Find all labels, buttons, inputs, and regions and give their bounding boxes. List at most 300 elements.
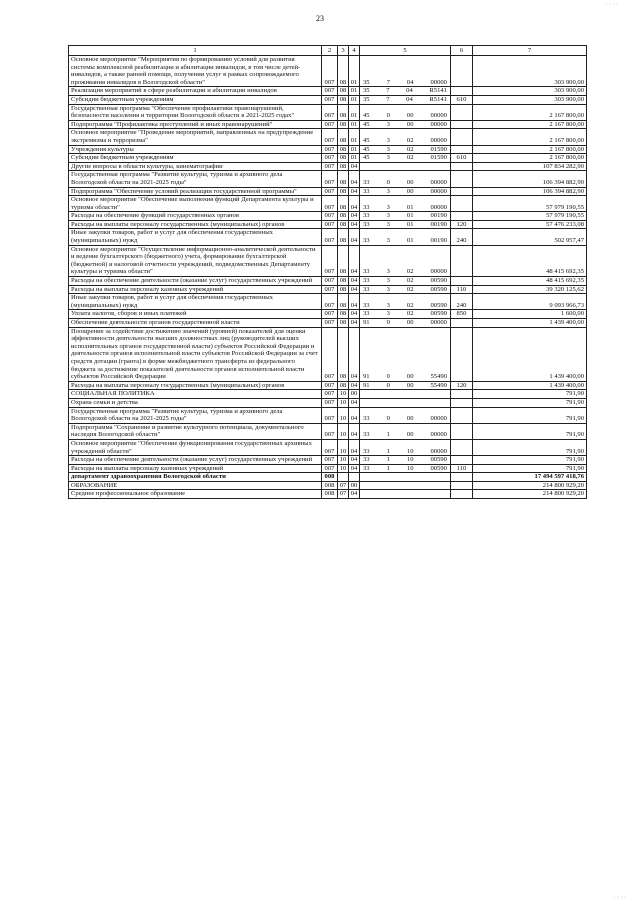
row-name-cell: Расходы на выплаты персоналу государственных (муниципальных) органов xyxy=(69,220,322,229)
row-section-cell: 07 xyxy=(338,490,349,499)
row-target-cell xyxy=(360,390,451,399)
target-code-part: 45 xyxy=(363,154,370,162)
target-code-part: 35 xyxy=(363,95,370,103)
row-subsection-cell xyxy=(349,473,360,482)
row-expense-type-cell: 610 xyxy=(451,154,473,163)
row-target-cell xyxy=(360,319,451,328)
row-section-cell: 08 xyxy=(338,196,349,212)
table-row xyxy=(69,423,587,439)
row-target-cell xyxy=(360,327,451,381)
row-expense-type-cell xyxy=(451,145,473,154)
target-code-part: 02 xyxy=(406,268,414,276)
target-code-part: 33 xyxy=(363,178,370,186)
target-code-part: 91 xyxy=(363,319,370,326)
table-row xyxy=(69,229,587,245)
table-row xyxy=(69,473,587,482)
row-sum-cell: 791,90 xyxy=(473,439,587,455)
row-section-cell: 08 xyxy=(338,212,349,221)
target-code-part: 33 xyxy=(363,203,370,211)
target-code-part: 7 xyxy=(386,95,390,103)
row-section-cell: 08 xyxy=(338,95,349,104)
target-code-part: 33 xyxy=(363,447,370,455)
target-code-part: 04 xyxy=(406,87,413,95)
row-subsection-cell: 04 xyxy=(349,220,360,229)
target-code-part: 3 xyxy=(386,277,390,285)
row-subsection-cell: 01 xyxy=(349,129,360,145)
row-name-cell: департамент здравоохранения Вологодской области xyxy=(69,473,322,482)
header-cell: 7 xyxy=(473,46,587,56)
row-target-cell xyxy=(360,464,451,473)
row-name-cell: Другие вопросы в области культуры, кинематографии xyxy=(69,162,322,171)
row-name-cell: Государственная программа "Развитие культуры, туризма и архивного дела Вологодской области на 2021-2025 годы" xyxy=(69,407,322,423)
row-expense-type-cell xyxy=(451,162,473,171)
row-sum-cell: 2 167 800,00 xyxy=(473,145,587,154)
row-name-cell: Основное мероприятие "Обеспечение функционирования государственных архивных учреждений области" xyxy=(69,439,322,455)
target-code-part: 00590 xyxy=(430,277,447,285)
row-code-cell: 008 xyxy=(322,473,338,482)
row-target-cell xyxy=(360,407,451,423)
row-subsection-cell: 04 xyxy=(349,439,360,455)
row-subsection-cell: 01 xyxy=(349,145,360,154)
row-sum-cell: 303 900,00 xyxy=(473,95,587,104)
row-code-cell: 007 xyxy=(322,129,338,145)
table-row xyxy=(69,120,587,129)
row-name-cell: Основное мероприятие "Мероприятия по формированию условий для развития системы комплексной реабилитации и абилитации инвалидов, в том числе детей-инвалидов, а также ранней помощи, получении услуг в рамках сопровождаемого проживания инвалидов в Вологодской области" xyxy=(69,56,322,87)
row-expense-type-cell xyxy=(451,439,473,455)
target-code-part: 00 xyxy=(406,187,414,195)
row-expense-type-cell: 240 xyxy=(451,294,473,310)
row-section-cell: 08 xyxy=(338,310,349,319)
row-section-cell: 08 xyxy=(338,171,349,187)
target-code-part: 3 xyxy=(386,268,390,276)
row-expense-type-cell xyxy=(451,129,473,145)
target-code-part: 91 xyxy=(363,373,370,381)
row-section-cell: 10 xyxy=(338,456,349,465)
page-number: 23 xyxy=(316,14,324,23)
row-sum-cell: 57 476 233,08 xyxy=(473,220,587,229)
row-section-cell: 10 xyxy=(338,464,349,473)
row-code-cell: 007 xyxy=(322,439,338,455)
target-code-part: 45 xyxy=(363,145,370,153)
row-target-cell xyxy=(360,212,451,221)
row-code-cell: 007 xyxy=(322,277,338,286)
row-expense-type-cell xyxy=(451,87,473,96)
target-article-code xyxy=(360,96,450,104)
row-name-cell: Расходы на обеспечение функций государственных органов xyxy=(69,212,322,221)
row-name-cell: Учреждения культуры xyxy=(69,145,322,154)
row-code-cell: 007 xyxy=(322,220,338,229)
target-code-part: 33 xyxy=(363,301,370,309)
row-sum-cell: 791,90 xyxy=(473,423,587,439)
row-code-cell: 008 xyxy=(322,490,338,499)
row-expense-type-cell xyxy=(451,423,473,439)
target-code-part: 0 xyxy=(386,415,390,423)
target-article-code xyxy=(360,112,450,120)
table-row xyxy=(69,212,587,221)
target-code-part: 1 xyxy=(386,447,390,455)
row-sum-cell: 791,90 xyxy=(473,398,587,407)
target-code-part: 3 xyxy=(386,310,390,318)
row-code-cell: 007 xyxy=(322,310,338,319)
row-section-cell: 08 xyxy=(338,56,349,87)
table-row xyxy=(69,381,587,390)
row-section-cell: 08 xyxy=(338,229,349,245)
target-article-code xyxy=(360,310,450,318)
row-name-cell: Поощрение за содействие достижению значений (уровней) показателей для оценки эффективности деятельности высших должностных лиц (руководителей высших исполнительных органов государственной власти) субъектов Российской Федерации и деятельности органов исполнительной власти субъектов Российской Федерации за счет средств дотации (гранта) в форме межбюджетного трансферта из федерального бюджета за достижение показателей деятельности органов исполнительной власти субъектов Российской Федерации xyxy=(69,327,322,381)
row-code-cell: 007 xyxy=(322,120,338,129)
row-code-cell: 007 xyxy=(322,390,338,399)
row-subsection-cell: 01 xyxy=(349,87,360,96)
row-code-cell: 007 xyxy=(322,171,338,187)
row-sum-cell: 791,90 xyxy=(473,407,587,423)
target-article-code xyxy=(360,431,450,439)
row-target-cell xyxy=(360,229,451,245)
target-article-code xyxy=(360,221,450,229)
target-article-code xyxy=(360,179,450,187)
header-cell: 5 xyxy=(360,46,451,56)
row-subsection-cell: 04 xyxy=(349,245,360,276)
row-subsection-cell: 04 xyxy=(349,162,360,171)
row-expense-type-cell xyxy=(451,277,473,286)
table-row xyxy=(69,407,587,423)
target-code-part: 01590 xyxy=(430,154,447,162)
row-subsection-cell: 04 xyxy=(349,490,360,499)
row-expense-type-cell: 110 xyxy=(451,285,473,294)
row-target-cell xyxy=(360,310,451,319)
row-expense-type-cell xyxy=(451,56,473,87)
row-name-cell: Подпрограмма "Обеспечение условий реализации государственной программы" xyxy=(69,187,322,196)
row-code-cell: 007 xyxy=(322,56,338,87)
target-code-part: 55490 xyxy=(430,381,447,389)
target-article-code xyxy=(360,382,450,390)
row-sum-cell: 303 900,00 xyxy=(473,87,587,96)
table-row xyxy=(69,464,587,473)
row-subsection-cell: 04 xyxy=(349,171,360,187)
target-code-part: 00000 xyxy=(430,447,447,455)
table-row xyxy=(69,490,587,499)
row-section-cell: 08 xyxy=(338,129,349,145)
target-article-code xyxy=(360,154,450,162)
target-code-part: 00000 xyxy=(430,136,447,144)
table-row xyxy=(69,456,587,465)
target-code-part: 0 xyxy=(386,381,390,389)
target-code-part: 00 xyxy=(406,431,414,439)
row-name-cell: Подпрограмма "Профилактика преступлений и иных правонарушений" xyxy=(69,120,322,129)
table-row xyxy=(69,439,587,455)
table-row xyxy=(69,162,587,171)
table-row xyxy=(69,56,587,87)
row-name-cell: Основное мероприятие "Осуществление информационно-аналитической деятельности и ведение бухгалтерского (бюджетного) учета, формирование бухгалтерской (бюджетной) и налоговой отчетности учреждений, подведомственных Департаменту культуры и туризма области" xyxy=(69,245,322,276)
budget-table xyxy=(68,45,587,499)
row-sum-cell: 39 320 125,62 xyxy=(473,285,587,294)
row-expense-type-cell: 120 xyxy=(451,381,473,390)
target-article-code xyxy=(360,415,450,423)
row-sum-cell: 106 394 882,90 xyxy=(473,171,587,187)
row-target-cell xyxy=(360,381,451,390)
target-code-part: 45 xyxy=(363,136,370,144)
row-target-cell xyxy=(360,423,451,439)
target-article-code xyxy=(360,146,450,154)
target-code-part: 00000 xyxy=(430,203,447,211)
row-name-cell: Подпрограмма "Сохранение и развитие культурного потенциала, документального наследия Вологодской области" xyxy=(69,423,322,439)
table-row xyxy=(69,220,587,229)
row-name-cell: ОБРАЗОВАНИЕ xyxy=(69,481,322,490)
row-section-cell: 08 xyxy=(338,104,349,120)
target-code-part: 00000 xyxy=(430,120,447,128)
target-code-part: 10 xyxy=(406,464,414,472)
row-expense-type-cell xyxy=(451,120,473,129)
row-subsection-cell: 01 xyxy=(349,104,360,120)
row-target-cell xyxy=(360,490,451,499)
row-expense-type-cell xyxy=(451,407,473,423)
target-code-part: 3 xyxy=(386,136,390,144)
target-code-part: 00000 xyxy=(430,178,447,186)
row-target-cell xyxy=(360,56,451,87)
target-code-part: 01590 xyxy=(430,145,447,153)
target-code-part: 3 xyxy=(386,220,390,228)
row-expense-type-cell xyxy=(451,187,473,196)
target-code-part: 00590 xyxy=(430,456,447,464)
row-section-cell: 08 xyxy=(338,294,349,310)
target-code-part: 01 xyxy=(406,237,414,245)
table-row xyxy=(69,187,587,196)
row-name-cell: Иные закупки товаров, работ и услуг для обеспечения государственных (муниципальных) нужд xyxy=(69,229,322,245)
row-subsection-cell: 04 xyxy=(349,398,360,407)
target-code-part: 02 xyxy=(406,310,414,318)
table-row xyxy=(69,294,587,310)
table-row xyxy=(69,390,587,399)
table-row xyxy=(69,129,587,145)
row-section-cell: 08 xyxy=(338,381,349,390)
target-code-part: 00 xyxy=(406,120,414,128)
row-code-cell: 007 xyxy=(322,319,338,328)
target-code-part: 10 xyxy=(406,447,414,455)
target-code-part: 02 xyxy=(406,154,414,162)
row-code-cell: 007 xyxy=(322,145,338,154)
row-sum-cell: 106 394 882,90 xyxy=(473,187,587,196)
row-subsection-cell: 04 xyxy=(349,310,360,319)
row-section-cell: 08 xyxy=(338,120,349,129)
table-row xyxy=(69,398,587,407)
row-code-cell: 007 xyxy=(322,456,338,465)
row-code-cell: 007 xyxy=(322,212,338,221)
row-sum-cell: 17 494 597 418,76 xyxy=(473,473,587,482)
row-subsection-cell: 01 xyxy=(349,56,360,87)
row-sum-cell: 791,90 xyxy=(473,464,587,473)
row-target-cell xyxy=(360,473,451,482)
row-sum-cell: 303 900,00 xyxy=(473,56,587,87)
row-code-cell: 007 xyxy=(322,245,338,276)
row-expense-type-cell xyxy=(451,171,473,187)
target-code-part: 02 xyxy=(406,285,414,293)
row-sum-cell: 1 439 400,00 xyxy=(473,319,587,328)
row-sum-cell: 107 834 282,90 xyxy=(473,162,587,171)
row-subsection-cell: 04 xyxy=(349,327,360,381)
row-code-cell: 007 xyxy=(322,294,338,310)
row-section-cell: 08 xyxy=(338,154,349,163)
row-section-cell: 08 xyxy=(338,277,349,286)
header-cell: 3 xyxy=(338,46,349,56)
row-name-cell: Уплата налогов, сборов и иных платежей xyxy=(69,310,322,319)
target-code-part: 00590 xyxy=(430,285,447,293)
row-subsection-cell: 04 xyxy=(349,407,360,423)
row-sum-cell: 791,90 xyxy=(473,456,587,465)
row-expense-type-cell xyxy=(451,212,473,221)
row-target-cell xyxy=(360,154,451,163)
target-article-code xyxy=(360,268,450,276)
target-code-part: 00000 xyxy=(430,78,447,86)
row-expense-type-cell xyxy=(451,456,473,465)
budget-table-container xyxy=(68,45,586,499)
row-expense-type-cell: 110 xyxy=(451,464,473,473)
target-code-part: 0 xyxy=(386,112,390,120)
scan-mark-top: · · · · xyxy=(605,2,618,8)
row-name-cell: Охрана семьи и детства xyxy=(69,398,322,407)
row-subsection-cell: 04 xyxy=(349,423,360,439)
row-target-cell xyxy=(360,162,451,171)
row-target-cell xyxy=(360,187,451,196)
target-code-part: 04 xyxy=(406,78,414,86)
target-code-part: R5141 xyxy=(429,95,447,103)
row-expense-type-cell xyxy=(451,473,473,482)
target-code-part: 33 xyxy=(363,456,370,464)
row-target-cell xyxy=(360,171,451,187)
target-code-part: 00590 xyxy=(430,310,447,318)
target-code-part: 45 xyxy=(363,120,370,128)
row-code-cell: 007 xyxy=(322,229,338,245)
row-target-cell xyxy=(360,285,451,294)
target-code-part: 00 xyxy=(406,415,414,423)
row-subsection-cell: 04 xyxy=(349,285,360,294)
row-section-cell: 10 xyxy=(338,407,349,423)
row-subsection-cell: 04 xyxy=(349,212,360,221)
target-code-part: 04 xyxy=(406,95,413,103)
row-expense-type-cell xyxy=(451,490,473,499)
row-name-cell: СОЦИАЛЬНАЯ ПОЛИТИКА xyxy=(69,390,322,399)
row-name-cell: Расходы на выплаты персоналу казенных учреждений xyxy=(69,464,322,473)
row-sum-cell: 57 979 190,55 xyxy=(473,212,587,221)
row-section-cell: 10 xyxy=(338,390,349,399)
table-row xyxy=(69,87,587,96)
header-cell: 2 xyxy=(322,46,338,56)
target-code-part: 00 xyxy=(406,319,414,326)
row-sum-cell: 2 167 800,00 xyxy=(473,120,587,129)
row-section-cell: 08 xyxy=(338,245,349,276)
target-code-part: 0 xyxy=(386,178,390,186)
target-code-part: 02 xyxy=(406,301,414,309)
row-expense-type-cell: 240 xyxy=(451,229,473,245)
row-expense-type-cell xyxy=(451,104,473,120)
target-code-part: 3 xyxy=(386,187,390,195)
target-code-part: 33 xyxy=(363,431,370,439)
target-article-code xyxy=(360,87,450,95)
row-code-cell: 007 xyxy=(322,381,338,390)
row-code-cell: 007 xyxy=(322,398,338,407)
header-cell: 6 xyxy=(451,46,473,56)
target-article-code xyxy=(360,79,450,87)
target-article-code xyxy=(360,188,450,196)
table-row xyxy=(69,319,587,328)
target-code-part: 3 xyxy=(386,237,390,245)
row-name-cell: Среднее профессиональное образование xyxy=(69,490,322,499)
target-code-part: 35 xyxy=(363,87,370,95)
table-row xyxy=(69,196,587,212)
row-code-cell: 007 xyxy=(322,327,338,381)
row-section-cell: 08 xyxy=(338,87,349,96)
row-expense-type-cell xyxy=(451,398,473,407)
target-article-code xyxy=(360,237,450,245)
row-target-cell xyxy=(360,456,451,465)
row-sum-cell: 2 167 800,00 xyxy=(473,104,587,120)
row-target-cell xyxy=(360,481,451,490)
row-subsection-cell: 01 xyxy=(349,95,360,104)
row-subsection-cell: 01 xyxy=(349,154,360,163)
row-sum-cell: 48 415 692,35 xyxy=(473,277,587,286)
target-article-code xyxy=(360,121,450,129)
row-sum-cell: 1 439 400,00 xyxy=(473,381,587,390)
target-code-part: 7 xyxy=(386,78,390,86)
row-subsection-cell: 00 xyxy=(349,390,360,399)
row-target-cell xyxy=(360,196,451,212)
target-code-part: 45 xyxy=(363,112,370,120)
row-name-cell: Субсидии бюджетным учреждениям xyxy=(69,154,322,163)
row-code-cell: 007 xyxy=(322,87,338,96)
target-code-part: 33 xyxy=(363,212,370,220)
target-code-part: 3 xyxy=(386,212,390,220)
row-section-cell: 08 xyxy=(338,162,349,171)
target-article-code xyxy=(360,302,450,310)
row-target-cell xyxy=(360,145,451,154)
row-sum-cell: 1 439 400,00 xyxy=(473,327,587,381)
target-code-part: 33 xyxy=(363,310,370,318)
row-subsection-cell: 04 xyxy=(349,187,360,196)
target-code-part: 0 xyxy=(386,373,390,381)
row-name-cell: Обеспечение деятельности органов государственной власти xyxy=(69,319,322,328)
target-code-part: 00190 xyxy=(430,237,447,245)
row-name-cell: Реализация мероприятий в сфере реабилитации и абилитации инвалидов xyxy=(69,87,322,96)
target-code-part: 00590 xyxy=(430,301,447,309)
table-row xyxy=(69,245,587,276)
target-code-part: 7 xyxy=(386,87,390,95)
target-code-part: 00 xyxy=(406,112,414,120)
row-sum-cell: 791,90 xyxy=(473,390,587,399)
row-target-cell xyxy=(360,129,451,145)
target-code-part: 00190 xyxy=(430,220,447,228)
row-target-cell xyxy=(360,120,451,129)
row-expense-type-cell: 120 xyxy=(451,220,473,229)
row-name-cell: Основное мероприятие "Обеспечение выполнения функций Департамента культуры и туризма области" xyxy=(69,196,322,212)
row-subsection-cell: 04 xyxy=(349,381,360,390)
target-code-part: 00 xyxy=(406,381,414,389)
row-target-cell xyxy=(360,95,451,104)
row-code-cell: 007 xyxy=(322,423,338,439)
row-code-cell: 007 xyxy=(322,196,338,212)
row-subsection-cell: 00 xyxy=(349,481,360,490)
row-subsection-cell: 04 xyxy=(349,319,360,328)
row-target-cell xyxy=(360,220,451,229)
table-row xyxy=(69,154,587,163)
row-expense-type-cell xyxy=(451,327,473,381)
row-section-cell: 08 xyxy=(338,327,349,381)
target-code-part: 02 xyxy=(406,136,414,144)
row-section-cell: 10 xyxy=(338,398,349,407)
target-code-part: 55490 xyxy=(430,373,447,381)
target-article-code xyxy=(360,373,450,381)
target-code-part: 00190 xyxy=(430,212,447,220)
row-name-cell: Государственная программа "Обеспечение профилактики правонарушений, безопасности населения и территории Вологодской области в 2021-2025 годах" xyxy=(69,104,322,120)
target-article-code xyxy=(360,319,450,327)
row-sum-cell: 214 800 929,20 xyxy=(473,481,587,490)
